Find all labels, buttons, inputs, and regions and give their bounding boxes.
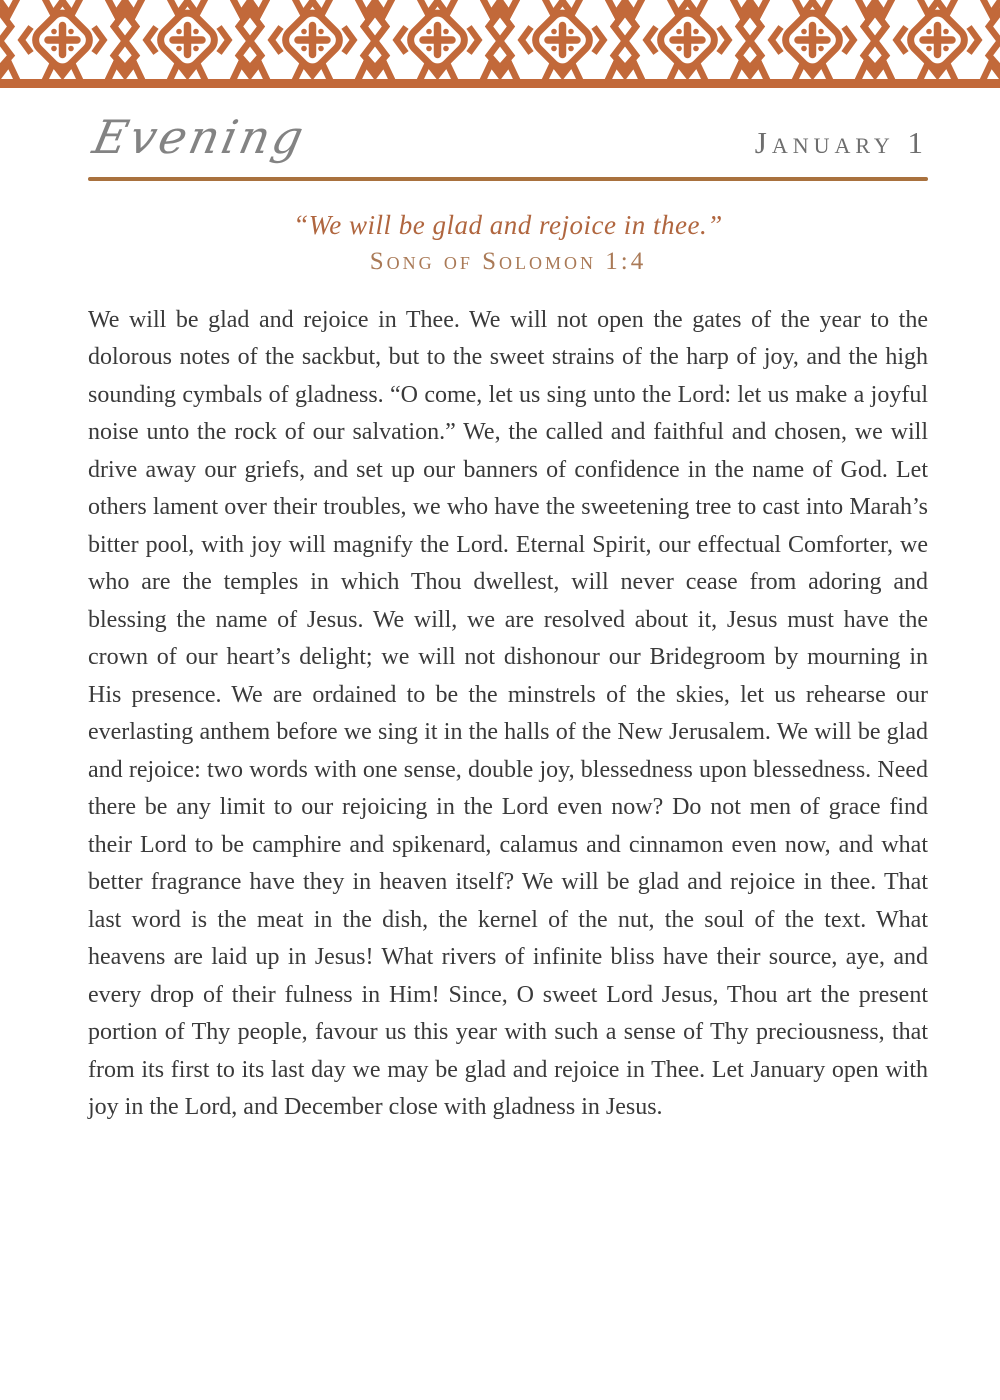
- scripture-reference: Song of Solomon 1:4: [369, 247, 647, 275]
- knotwork-border-pattern: [0, 0, 1000, 88]
- date-heading: January 1: [754, 125, 928, 160]
- scripture-block: [88, 209, 928, 276]
- page-content: [0, 88, 1000, 1127]
- section-title: Evening: [88, 110, 311, 164]
- ornamental-border: [0, 0, 1000, 88]
- devotional-paragraph: We will be glad and rejoice in Thee. We will not open the gates of the year to the dolorous notes of the sackbut, but to the sweet strains of the harp of joy, and the high sounding cymbals of gladness. “O come, let us sing unto the Lord: let us make a joyful noise unto the rock of our salvation.” We, the called and faithful and chosen, we will drive away our griefs, and set up our banners of confidence in the name of God. Let others lament over their troubles, we who have the sweetening tree to cast into Marah’s bitter pool, with joy will magnify the Lord. Eternal Spirit, our effectual Comforter, we who are the temples in which Thou dwellest, will never cease from adoring and blessing the name of Jesus. We will, we are resolved about it, Jesus must have the crown of our heart’s delight; we will not dishonour our Bridegroom by mourning in His presence. We are ordained to be the minstrels of the skies, let us rehearse our everlasting anthem before we sing it in the halls of the New Jerusalem. We will be glad and rejoice: two words with one sense, double joy, blessedness upon blessedness. Need there be any limit to our rejoicing in the Lord even now? Do not men of grace find their Lord to be camphire and spikenard, calamus and cinnamon even now, and what better fragrance have they in heaven itself? We will be glad and rejoice in thee. That last word is the meat in the dish, the kernel of the nut, the soul of the text. What heavens are laid up in Jesus! What rivers of infinite bliss have their source, aye, and every drop of their fulness in Him! Since, O sweet Lord Jesus, Thou art the present portion of Thy people, favour us this year with such a sense of Thy preciousness, that from its first to its last day we may be glad and rejoice in Thee. Let January open with joy in the Lord, and December close with gladness in Jesus.: [88, 306, 928, 1121]
- scripture-quote: “We will be glad and rejoice in thee.”: [293, 210, 723, 241]
- page-header: [88, 110, 928, 165]
- header-rule: [88, 177, 928, 181]
